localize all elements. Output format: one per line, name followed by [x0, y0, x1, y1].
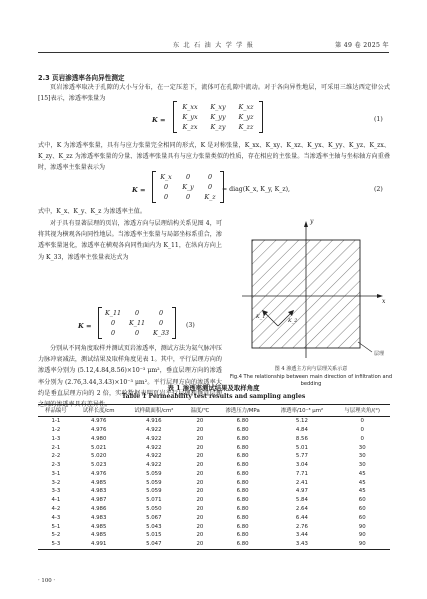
eq2-number: (2) — [374, 186, 383, 193]
table-title-cn: 表 1 渗透率测试结果及取样角度 — [167, 384, 260, 392]
table-cell: 6.80 — [236, 444, 249, 451]
paragraph-bedding: 对于具有显著层理的页岩，渗透方向与层理结构关系见图 4，可将其视为横观各向同性地层。当渗透率主张量与局部坐标系重合，渗透率张量退化，渗透率在横观各向同性面内为 K_11，在纵向方向上为 K_33，渗透率主张量表达式为 — [38, 220, 222, 261]
table-row — [38, 505, 390, 514]
page-number: · 100 · — [38, 578, 56, 584]
eq1-lhs: K = — [152, 116, 166, 124]
table-cell: 6.80 — [236, 514, 249, 521]
table-row — [38, 540, 390, 549]
table-cell: 20 — [196, 505, 204, 512]
running-header — [38, 40, 389, 52]
eq1-cell: K_yx — [182, 113, 198, 121]
section-heading: 2.3 页岩渗透率各向异性测定 — [38, 74, 125, 82]
table-cell: 5.12 — [295, 418, 308, 425]
table-cell: 7.71 — [295, 470, 308, 477]
table-cell: 6.80 — [236, 435, 249, 442]
table-cell: 4.985 — [90, 532, 107, 539]
eq3-cell: 0 — [134, 329, 140, 337]
table-cell: 45 — [358, 470, 366, 477]
eq3-cell: 0 — [158, 319, 164, 327]
eq2-rhs: = diag(K_x, K_y, K_z), — [222, 186, 290, 193]
table-cell: 6.80 — [236, 505, 249, 512]
table-cell: 4.987 — [90, 497, 107, 504]
eq2-cell: 0 — [163, 193, 169, 201]
table-row — [38, 443, 390, 452]
table-cell: 30 — [358, 462, 366, 469]
eq1-cell: K_zz — [238, 123, 254, 131]
table-cell: 4.922 — [146, 444, 162, 451]
journal-name: 东 北 石 油 大 学 学 报 — [172, 42, 255, 49]
table-row — [38, 469, 390, 478]
table-cell: 20 — [196, 479, 204, 486]
table-cell: 5-3 — [38, 540, 74, 549]
paragraph-principal: 式中，K_x、K_y、K_z 为渗透率主值。 — [38, 208, 146, 215]
table-cell: 2-3 — [51, 462, 61, 469]
eq3-cell: 0 — [110, 319, 116, 327]
table-cell: 20 — [196, 435, 204, 442]
table-cell: 20 — [196, 462, 204, 469]
eq2-cell: 0 — [185, 193, 191, 201]
col-header: 渗透压力/MPa — [216, 405, 270, 417]
table-cell: 4-1 — [51, 497, 61, 504]
table-cell: 4.985 — [90, 479, 107, 486]
table-cell: 5.015 — [146, 532, 162, 539]
table-cell: 3-2 — [51, 479, 61, 486]
eq2-cell: 0 — [207, 173, 213, 181]
figure-caption-en: Fig.4 The relationship between main direction of infiltration and bedding — [229, 374, 393, 388]
table-cell: 0 — [360, 418, 364, 425]
eq3-right-bracket — [172, 307, 176, 339]
table-cell: 3.44 — [295, 532, 308, 539]
table-cell: 5.020 — [90, 453, 107, 460]
eq3-cell: 0 — [134, 309, 140, 317]
table-cell: 90 — [358, 532, 366, 539]
table-cell: 6.80 — [236, 479, 249, 486]
table-cell: 20 — [196, 470, 204, 477]
table-cell: 90 — [358, 523, 366, 530]
table-title-en: Table 1 Permeability test results and sampling angles — [121, 393, 306, 400]
table-cell: 2.64 — [295, 505, 308, 512]
table-cell: 90 — [334, 540, 390, 549]
table-cell: 20 — [196, 514, 204, 521]
table-cell: 5.84 — [295, 497, 308, 504]
eq1-matrix — [173, 101, 263, 133]
eq3-cell: 0 — [158, 309, 164, 317]
col-header: 试样长度/cm — [74, 405, 124, 417]
table-cell: 5.050 — [146, 505, 162, 512]
table-cell: 5.059 — [146, 488, 162, 495]
eq2-cell: 0 — [185, 173, 191, 181]
eq1-right-bracket — [259, 101, 263, 133]
col-header: 与层理夹角/(°) — [334, 405, 390, 417]
table-cell: 4.922 — [146, 462, 162, 469]
eq1-cell: K_xz — [238, 103, 254, 111]
table-cell: 4.985 — [90, 523, 107, 530]
table-row — [38, 496, 390, 505]
table-cell: 60 — [358, 497, 366, 504]
eq1-cell: K_zx — [182, 123, 198, 131]
table-cell: 5-2 — [51, 532, 61, 539]
table-cell: 6.80 — [236, 426, 249, 433]
table-row — [38, 513, 390, 522]
table-cell: 4.922 — [146, 453, 162, 460]
header-rule — [38, 52, 389, 53]
table-body — [38, 416, 390, 549]
table-cell: 5.059 — [146, 479, 162, 486]
table-row — [38, 416, 390, 425]
table-cell: 3-1 — [51, 470, 61, 477]
eq3-cell: K_33 — [153, 329, 170, 337]
eq2-matrix — [152, 171, 224, 203]
figure-4 — [230, 218, 390, 368]
table-cell: 60 — [358, 514, 366, 521]
x-axis-label: x — [382, 298, 386, 305]
table-cell: 6.80 — [236, 462, 249, 469]
k1-label: K_1 — [256, 314, 266, 320]
y-axis-arrow — [304, 221, 308, 227]
table-cell: 4.986 — [90, 505, 107, 512]
eq2-left-bracket — [152, 171, 156, 203]
table-cell: 4.991 — [74, 540, 124, 549]
table-cell: 5.059 — [146, 470, 162, 477]
table-cell: 30 — [358, 444, 366, 451]
table-cell: 20 — [196, 523, 204, 530]
table-cell: 20 — [196, 497, 204, 504]
table-cell: 4.97 — [295, 488, 308, 495]
figure-caption-cn: 图 4 渗透主方向与层理关系示意 — [274, 366, 348, 372]
eq1-cell: K_xx — [182, 103, 198, 111]
table-cell: 45 — [358, 488, 366, 495]
col-header: 试样截面积/cm² — [124, 405, 184, 417]
permeability-table — [38, 404, 390, 550]
table-cell: 2.76 — [295, 523, 308, 530]
col-header: 渗透率/10⁻³ μm² — [269, 405, 334, 417]
eq2-cell: 0 — [163, 183, 169, 191]
table-cell: 20 — [196, 453, 204, 460]
paragraph-results-a — [38, 343, 222, 410]
table-cell: 0 — [360, 435, 364, 442]
table-cell: 1-3 — [51, 435, 61, 442]
table-cell: 2-2 — [51, 453, 61, 460]
eq1-cell: K_xy — [210, 103, 226, 111]
table-cell: 6.80 — [236, 488, 249, 495]
table-cell: 5.071 — [146, 497, 162, 504]
table-cell: 4.983 — [90, 514, 107, 521]
table-cell: 20 — [196, 444, 204, 451]
eq1-cell: K_zy — [210, 123, 226, 131]
table-row — [38, 478, 390, 487]
table-cell: 6.80 — [236, 453, 249, 460]
table-cell: 5.043 — [146, 523, 162, 530]
table-cell: 20 — [196, 488, 204, 495]
table-cell: 4.916 — [146, 418, 162, 425]
y-axis-label: y — [310, 218, 314, 225]
table-cell: 30 — [358, 453, 366, 460]
table-cell: 4.84 — [295, 426, 308, 433]
eq3-cell: K_11 — [105, 309, 122, 317]
table-cell: 4-2 — [51, 505, 61, 512]
table-cell: 3-3 — [51, 488, 61, 495]
table-row — [38, 426, 390, 435]
col-header: 样品编号 — [38, 405, 74, 417]
table-cell: 6.80 — [216, 540, 270, 549]
figure-4-drawing — [230, 218, 390, 368]
table-row — [38, 531, 390, 540]
col-header: 温度/℃ — [184, 405, 216, 417]
table-cell: 3.43 — [269, 540, 334, 549]
eq3-grid — [98, 307, 176, 339]
table-row — [38, 452, 390, 461]
eq3-left-bracket — [98, 307, 102, 339]
table-cell: 6.80 — [236, 418, 249, 425]
table-cell: 8.56 — [295, 435, 308, 442]
table-cell: 5.01 — [295, 444, 308, 451]
table-cell: 6.80 — [236, 532, 249, 539]
eq3-number: (3) — [186, 322, 195, 329]
eq1-cell: K_yy — [210, 113, 226, 121]
table-row — [38, 461, 390, 470]
table-cell: 20 — [196, 426, 204, 433]
table-cell: 4.976 — [90, 470, 107, 477]
eq1-grid — [173, 101, 263, 133]
table-cell: 4.976 — [90, 418, 107, 425]
table-cell: 6.80 — [236, 470, 249, 477]
eq3-lhs: K = — [78, 322, 92, 330]
table-cell: 5.021 — [90, 444, 107, 451]
eq2-cell: K_y — [182, 183, 194, 191]
table-cell: 4.980 — [90, 435, 107, 442]
table-cell: 1-1 — [51, 418, 61, 425]
paragraph-tensor: 式中，K 为渗透率张量，具有与应力张量完全相同的形式，K 是对称张量，K_xx、K_xy、K_xz、K_yx、K_yy、K_yz、K_zx、K_zy、K_zz 为渗透率张量的分量、渗透率张量具有与应力张量类似的性质，存在相应的主张量。当渗透率主轴与坐标轴方向重叠时，渗透率主张量表示为 — [38, 142, 390, 172]
table-cell: 5.047 — [124, 540, 184, 549]
table-cell: 20 — [196, 532, 204, 539]
k2-label: K_2 — [288, 318, 298, 324]
table-cell: 1-2 — [51, 426, 61, 433]
table-cell: 4.922 — [146, 435, 162, 442]
table-cell: 0 — [360, 426, 364, 433]
table-cell: 4.922 — [146, 426, 162, 433]
table-row — [38, 522, 390, 531]
table-cell: 5.77 — [295, 453, 308, 460]
eq1-cell: K_yz — [238, 113, 254, 121]
table-cell: 2.41 — [295, 479, 308, 486]
table-row — [38, 434, 390, 443]
table-cell: 60 — [358, 505, 366, 512]
table-cell: 5.023 — [90, 462, 107, 469]
eq2-cell: K_z — [204, 193, 216, 201]
table-cell: 3.04 — [295, 462, 308, 469]
paragraph-results-text: 分别从不同角度取样并测试页岩渗透率，测试方法为氦气脉冲压力脉冲衰减法，测试结果及取样角度见表 1。其中，平行层理方向的渗透率分别为 (5.12,4.84,8.56)×10⁻³ μm²，垂直层理方向的渗透率分别为 (2.76,3.44,3.43)×10⁻³ μm²。平行层理方向的渗透率大约是垂直层理方向的 2 倍，实验数据表明页岩平行层理和垂直层理之间的渗透率具有差异性。 — [38, 345, 222, 409]
table-cell: 45 — [358, 479, 366, 486]
table-cell: 4-3 — [51, 514, 61, 521]
table-cell: 2-1 — [51, 444, 61, 451]
eq2-grid — [152, 171, 224, 203]
eq2-cell: 0 — [207, 183, 213, 191]
table-cell: 5.067 — [146, 514, 162, 521]
eq3-cell: 0 — [110, 329, 116, 337]
table-row — [38, 487, 390, 496]
table-cell: 4.983 — [90, 488, 107, 495]
table-cell: 20 — [184, 540, 216, 549]
eq1-number: (1) — [374, 116, 383, 123]
eq3-cell: K_11 — [129, 319, 146, 327]
eq2-cell: K_x — [160, 173, 172, 181]
table-cell: 5-1 — [51, 523, 61, 530]
table-cell: 6.80 — [236, 497, 249, 504]
table-cell: 20 — [196, 418, 204, 425]
issue-label: 第 49 卷 2025 年 — [335, 42, 389, 49]
table-cell: 4.976 — [90, 426, 107, 433]
table-header-row — [38, 405, 390, 417]
table-cell: 6.80 — [236, 523, 249, 530]
eq2-lhs: K = — [132, 186, 146, 194]
eq1-left-bracket — [173, 101, 177, 133]
eq3-matrix — [98, 307, 176, 339]
bedding-label: 层理 — [374, 351, 385, 357]
paragraph-intro: 页岩渗透率取决于孔隙的大小与分布，在一定压差下，流体可在孔隙中流动。对于各向异性地层，可采用三维达西定律公式[15]表示，渗透率张量为 — [38, 84, 390, 103]
table-cell: 6.44 — [295, 514, 308, 521]
